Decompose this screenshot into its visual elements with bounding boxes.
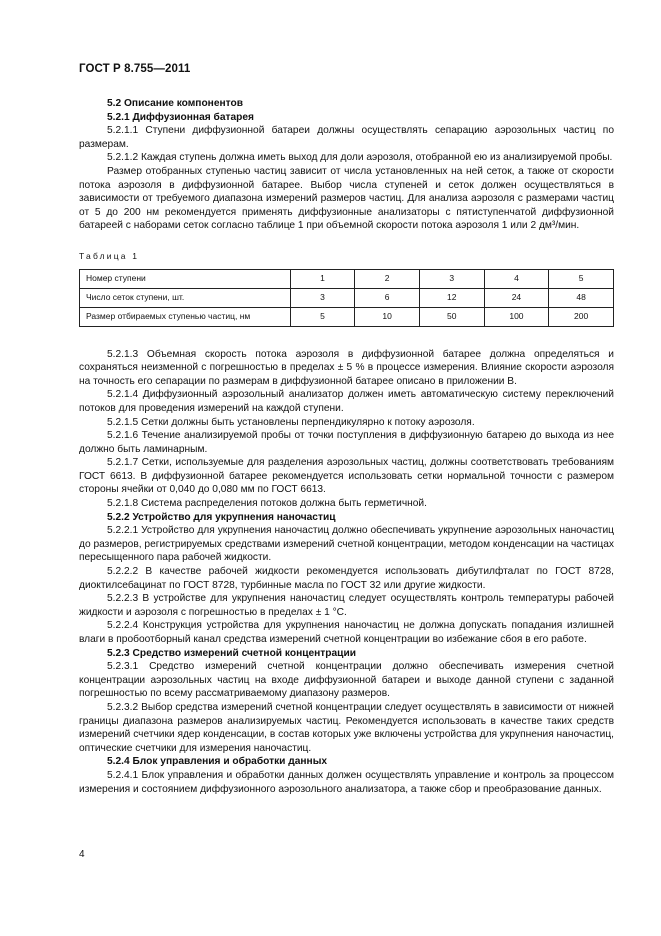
- section-heading: 5.2 Описание компонентов: [107, 98, 243, 109]
- table-cell: 100: [484, 307, 549, 326]
- page-number: 4: [79, 849, 85, 860]
- row-label: Размер отбираемых ступенью частиц, нм: [80, 307, 291, 326]
- row-label: Номер ступени: [80, 269, 291, 288]
- subsection-heading: 5.2.3 Средство измерений счетной концентрации: [107, 647, 356, 659]
- paragraph: 5.2.2.3 В устройстве для укрупнения наночастиц следует осуществлять контроль температуры рабочей жидкости и аэрозоля с погрешностью в пределах ± 1 °С.: [79, 593, 614, 618]
- table-cell: 2: [355, 269, 420, 288]
- table-cell: 3: [290, 288, 355, 307]
- table-caption: Таблица 1: [79, 250, 140, 261]
- table-row: [80, 307, 614, 326]
- paragraph: 5.2.2.4 Конструкция устройства для укрупнения наночастиц не должна допускать попадания излишней влаги в пробоотборный канал средства измерений счетной концентрации во избежание сбоя в его работе.: [79, 620, 614, 645]
- paragraph: 5.2.1.1 Ступени диффузионной батареи должны осуществлять сепарацию аэрозольных частиц по размерам.: [79, 125, 614, 150]
- document-header: ГОСТ Р 8.755—2011: [79, 63, 191, 75]
- section-bottom: [79, 348, 614, 797]
- table-cell: 24: [484, 288, 549, 307]
- paragraph: 5.2.1.8 Система распределения потоков должна быть герметичной.: [107, 498, 427, 510]
- table-cell: 50: [419, 307, 484, 326]
- paragraph: 5.2.2.2 В качестве рабочей жидкости рекомендуется использовать дибутилфталат по ГОСТ 8728, диоктилсебацинат по ГОСТ 8728, турбинные масла по ГОСТ 32 или другие жидкости.: [79, 566, 614, 591]
- table-row: [80, 269, 614, 288]
- table-cell: 3: [419, 269, 484, 288]
- stage-table: [79, 269, 614, 327]
- paragraph: 5.2.4.1 Блок управления и обработки данных должен осуществлять управление и контроль за процессом измерения и состоянием диффузионного аэрозольного анализатора, а также сбор и преобразование данных.: [79, 769, 614, 795]
- table-cell: 4: [484, 269, 549, 288]
- table-cell: 48: [549, 288, 614, 307]
- paragraph: 5.2.2.1 Устройство для укрупнения наночастиц должно обеспечивать укрупнение аэрозольных наночастиц до размеров, регистрируемых средствами измерений счетной концентрации, методом конденсации на частицах пересыщенного пара рабочей жидкости.: [79, 525, 614, 564]
- section-top: [79, 97, 614, 233]
- table-cell: 200: [549, 307, 614, 326]
- table-cell: 5: [290, 307, 355, 326]
- row-label: Число сеток ступени, шт.: [80, 288, 291, 307]
- table-cell: 12: [419, 288, 484, 307]
- paragraph: 5.2.1.5 Сетки должны быть установлены перпендикулярно к потоку аэрозоля.: [107, 416, 475, 428]
- paragraph: 5.2.1.6 Течение анализируемой пробы от точки поступления в диффузионную батарею до выхода из нее должно быть ламинарным.: [79, 430, 614, 455]
- table-cell: 10: [355, 307, 420, 326]
- paragraph: 5.2.3.2 Выбор средства измерений счетной концентрации следует осуществлять в зависимости от нижней границы диапазона размеров анализируемых частиц. Рекомендуется использовать в качестве таких средств измерений счетчики ядер конденсации, в состав которых уже включены устройства для укрупнения наночастиц, оптические счетчики для измерения наночастиц.: [79, 701, 614, 754]
- document-body: [79, 97, 614, 796]
- table-cell: 1: [290, 269, 355, 288]
- table-cell: 5: [549, 269, 614, 288]
- paragraph: 5.2.1.4 Диффузионный аэрозольный анализатор должен иметь автоматическую систему переключений потоков для проведения измерений на каждой ступени.: [79, 389, 614, 414]
- paragraph: 5.2.3.1 Средство измерений счетной концентрации должно обеспечивать измерения счетной концентрации аэрозольных частиц на входе диффузионной батареи и выходе данной ступени с заданной погрешностью по всему рассматриваемому диапазону размеров.: [79, 661, 614, 700]
- paragraph: Размер отобранных ступенью частиц зависит от числа установленных на ней сеток, а также от скорости потока аэрозоля в диффузионной батарее. Выбор числа ступеней и сеток должен осуществляться в зависимости от требуемого диапазона измерений размеров частиц. Для анализа аэрозоля с размерами частиц от 5 до 200 нм рекомендуется применять диффузионные анализаторы с пятиступенчатой диффузионной батареей с наборами сеток согласно таблице 1 при объемной скорости потока аэрозоля 1 или 2 дм³/мин.: [79, 165, 614, 232]
- table-row: [80, 288, 614, 307]
- paragraph: 5.2.1.7 Сетки, используемые для разделения аэрозольных частиц, должны соответствовать требованиям ГОСТ 6613. В диффузионной батарее рекомендуется использовать сетки нормальной точности с размером стороны ячейки от 0,040 до 0,080 мм по ГОСТ 6613.: [79, 457, 614, 496]
- subsection-heading: 5.2.2 Устройство для укрупнения наночастиц: [107, 511, 336, 523]
- subsection-heading: 5.2.1 Диффузионная батарея: [107, 111, 254, 123]
- paragraph: 5.2.1.3 Объемная скорость потока аэрозоля в диффузионной батарее должна определяться и сохраняться неизменной с погрешностью в пределах ± 5 % в процессе измерения. Влияние скорости аэрозоля на точность его сепарации по размерам в диффузионной батарее описано в приложении В.: [79, 348, 614, 387]
- paragraph: 5.2.1.2 Каждая ступень должна иметь выход для доли аэрозоля, отобранной ею из анализируемой пробы.: [107, 152, 613, 164]
- table-cell: 6: [355, 288, 420, 307]
- subsection-heading: 5.2.4 Блок управления и обработки данных: [107, 756, 328, 768]
